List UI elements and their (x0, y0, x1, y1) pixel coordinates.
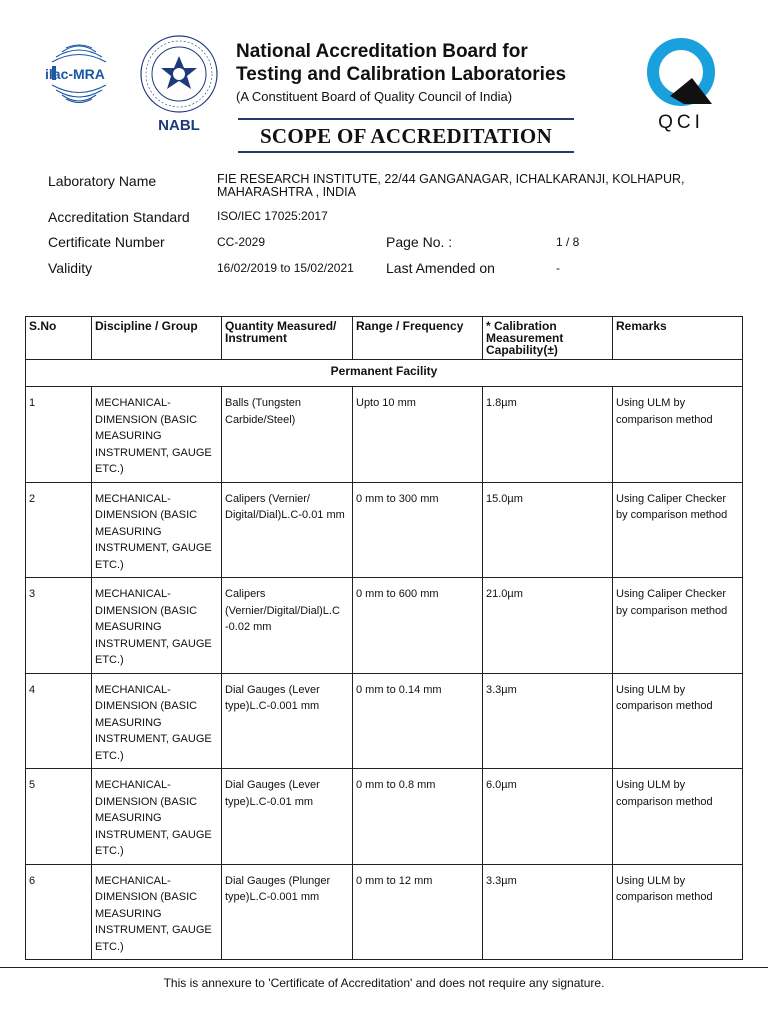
cell-cmc: 3.3µm (483, 864, 613, 960)
cell-discipline: MECHANICAL- DIMENSION (BASIC MEASURING INSTRUMENT, GAUGE ETC.) (92, 578, 222, 674)
svg-text:NABL: NABL (158, 117, 200, 134)
cell-range: 0 mm to 600 mm (353, 578, 483, 674)
qci-logo (640, 38, 722, 132)
cell-cmc: 15.0µm (483, 482, 613, 578)
cell-quantity: Balls (Tungsten Carbide/Steel) (222, 387, 353, 483)
table-row (26, 769, 743, 865)
cell-range: 0 mm to 12 mm (353, 864, 483, 960)
amended-value: - (556, 261, 560, 275)
standard-label: Accreditation Standard (48, 209, 190, 225)
cell-quantity: Dial Gauges (Lever type)L.C-0.001 mm (222, 673, 353, 769)
cell-range: 0 mm to 0.8 mm (353, 769, 483, 865)
cell-quantity: Dial Gauges (Plunger type)L.C-0.001 mm (222, 864, 353, 960)
table-row (26, 673, 743, 769)
page-value: 1 / 8 (556, 235, 580, 249)
board-title-line1: National Accreditation Board for (236, 41, 528, 62)
svg-text:QCI: QCI (658, 112, 704, 132)
header-range: Range / Frequency (353, 317, 483, 360)
table-row (26, 482, 743, 578)
lab-name-label: Laboratory Name (48, 173, 157, 189)
footer-divider (0, 967, 768, 968)
cell-cmc: 3.3µm (483, 673, 613, 769)
table-row (26, 387, 743, 483)
cell-discipline: MECHANICAL- DIMENSION (BASIC MEASURING INSTRUMENT, GAUGE ETC.) (92, 864, 222, 960)
cell-sno: 6 (26, 864, 92, 960)
nabl-logo (136, 32, 222, 136)
page-label: Page No. : (386, 234, 453, 250)
lab-name-line2: MAHARASHTRA , INDIA (217, 185, 356, 199)
cell-quantity: Calipers (Vernier/ Digital/Dial)L.C-0.01 mm (222, 482, 353, 578)
validity-value: 16/02/2019 to 15/02/2021 (217, 261, 354, 275)
validity-label: Validity (48, 260, 93, 276)
svg-text:ilac-MRA: ilac-MRA (45, 66, 105, 82)
cell-range: 0 mm to 0.14 mm (353, 673, 483, 769)
cell-sno: 4 (26, 673, 92, 769)
footer-note: This is annexure to 'Certificate of Accreditation' and does not require any signature. (163, 976, 605, 990)
cell-quantity: Dial Gauges (Lever type)L.C-0.01 mm (222, 769, 353, 865)
cell-sno: 2 (26, 482, 92, 578)
cell-remarks: Using ULM by comparison method (613, 864, 743, 960)
ilac-mra-logo (40, 38, 118, 108)
cell-range: 0 mm to 300 mm (353, 482, 483, 578)
amended-label: Last Amended on (386, 260, 495, 276)
facility-row (26, 360, 743, 387)
cell-remarks: Using Caliper Checker by comparison method (613, 578, 743, 674)
cell-discipline: MECHANICAL- DIMENSION (BASIC MEASURING INSTRUMENT, GAUGE ETC.) (92, 673, 222, 769)
cell-cmc: 6.0µm (483, 769, 613, 865)
facility-label: Permanent Facility (26, 360, 743, 387)
header-discipline: Discipline / Group (92, 317, 222, 360)
standard-value: ISO/IEC 17025:2017 (217, 209, 328, 223)
board-title (236, 40, 566, 86)
cell-cmc: 1.8µm (483, 387, 613, 483)
scope-title: SCOPE OF ACCREDITATION (238, 118, 574, 153)
cell-sno: 1 (26, 387, 92, 483)
board-subtitle: (A Constituent Board of Quality Council of India) (236, 89, 513, 104)
board-title-line2: Testing and Calibration Laboratories (236, 64, 567, 85)
header-cmc: * Calibration Measurement Capability(±) (483, 317, 613, 360)
scope-table (25, 316, 743, 960)
cell-discipline: MECHANICAL- DIMENSION (BASIC MEASURING INSTRUMENT, GAUGE ETC.) (92, 482, 222, 578)
header-quantity: Quantity Measured/ Instrument (222, 317, 353, 360)
cell-sno: 3 (26, 578, 92, 674)
table-header-row (26, 317, 743, 360)
cell-remarks: Using ULM by comparison method (613, 673, 743, 769)
table-row (26, 578, 743, 674)
table-row (26, 864, 743, 960)
lab-name-value (217, 173, 684, 199)
cell-cmc: 21.0µm (483, 578, 613, 674)
cert-label: Certificate Number (48, 234, 165, 250)
cell-remarks: Using ULM by comparison method (613, 769, 743, 865)
lab-name-line1: FIE RESEARCH INSTITUTE, 22/44 GANGANAGAR, ICHALKARANJI, KOLHAPUR, (217, 172, 685, 186)
cell-sno: 5 (26, 769, 92, 865)
cell-remarks: Using ULM by comparison method (613, 387, 743, 483)
header-sno: S.No (26, 317, 92, 360)
cell-quantity: Calipers (Vernier/Digital/Dial)L.C -0.02 mm (222, 578, 353, 674)
header-remarks: Remarks (613, 317, 743, 360)
cell-remarks: Using Caliper Checker by comparison method (613, 482, 743, 578)
cert-value: CC-2029 (217, 235, 266, 249)
cell-discipline: MECHANICAL- DIMENSION (BASIC MEASURING INSTRUMENT, GAUGE ETC.) (92, 769, 222, 865)
cell-range: Upto 10 mm (353, 387, 483, 483)
cell-discipline: MECHANICAL- DIMENSION (BASIC MEASURING INSTRUMENT, GAUGE ETC.) (92, 387, 222, 483)
